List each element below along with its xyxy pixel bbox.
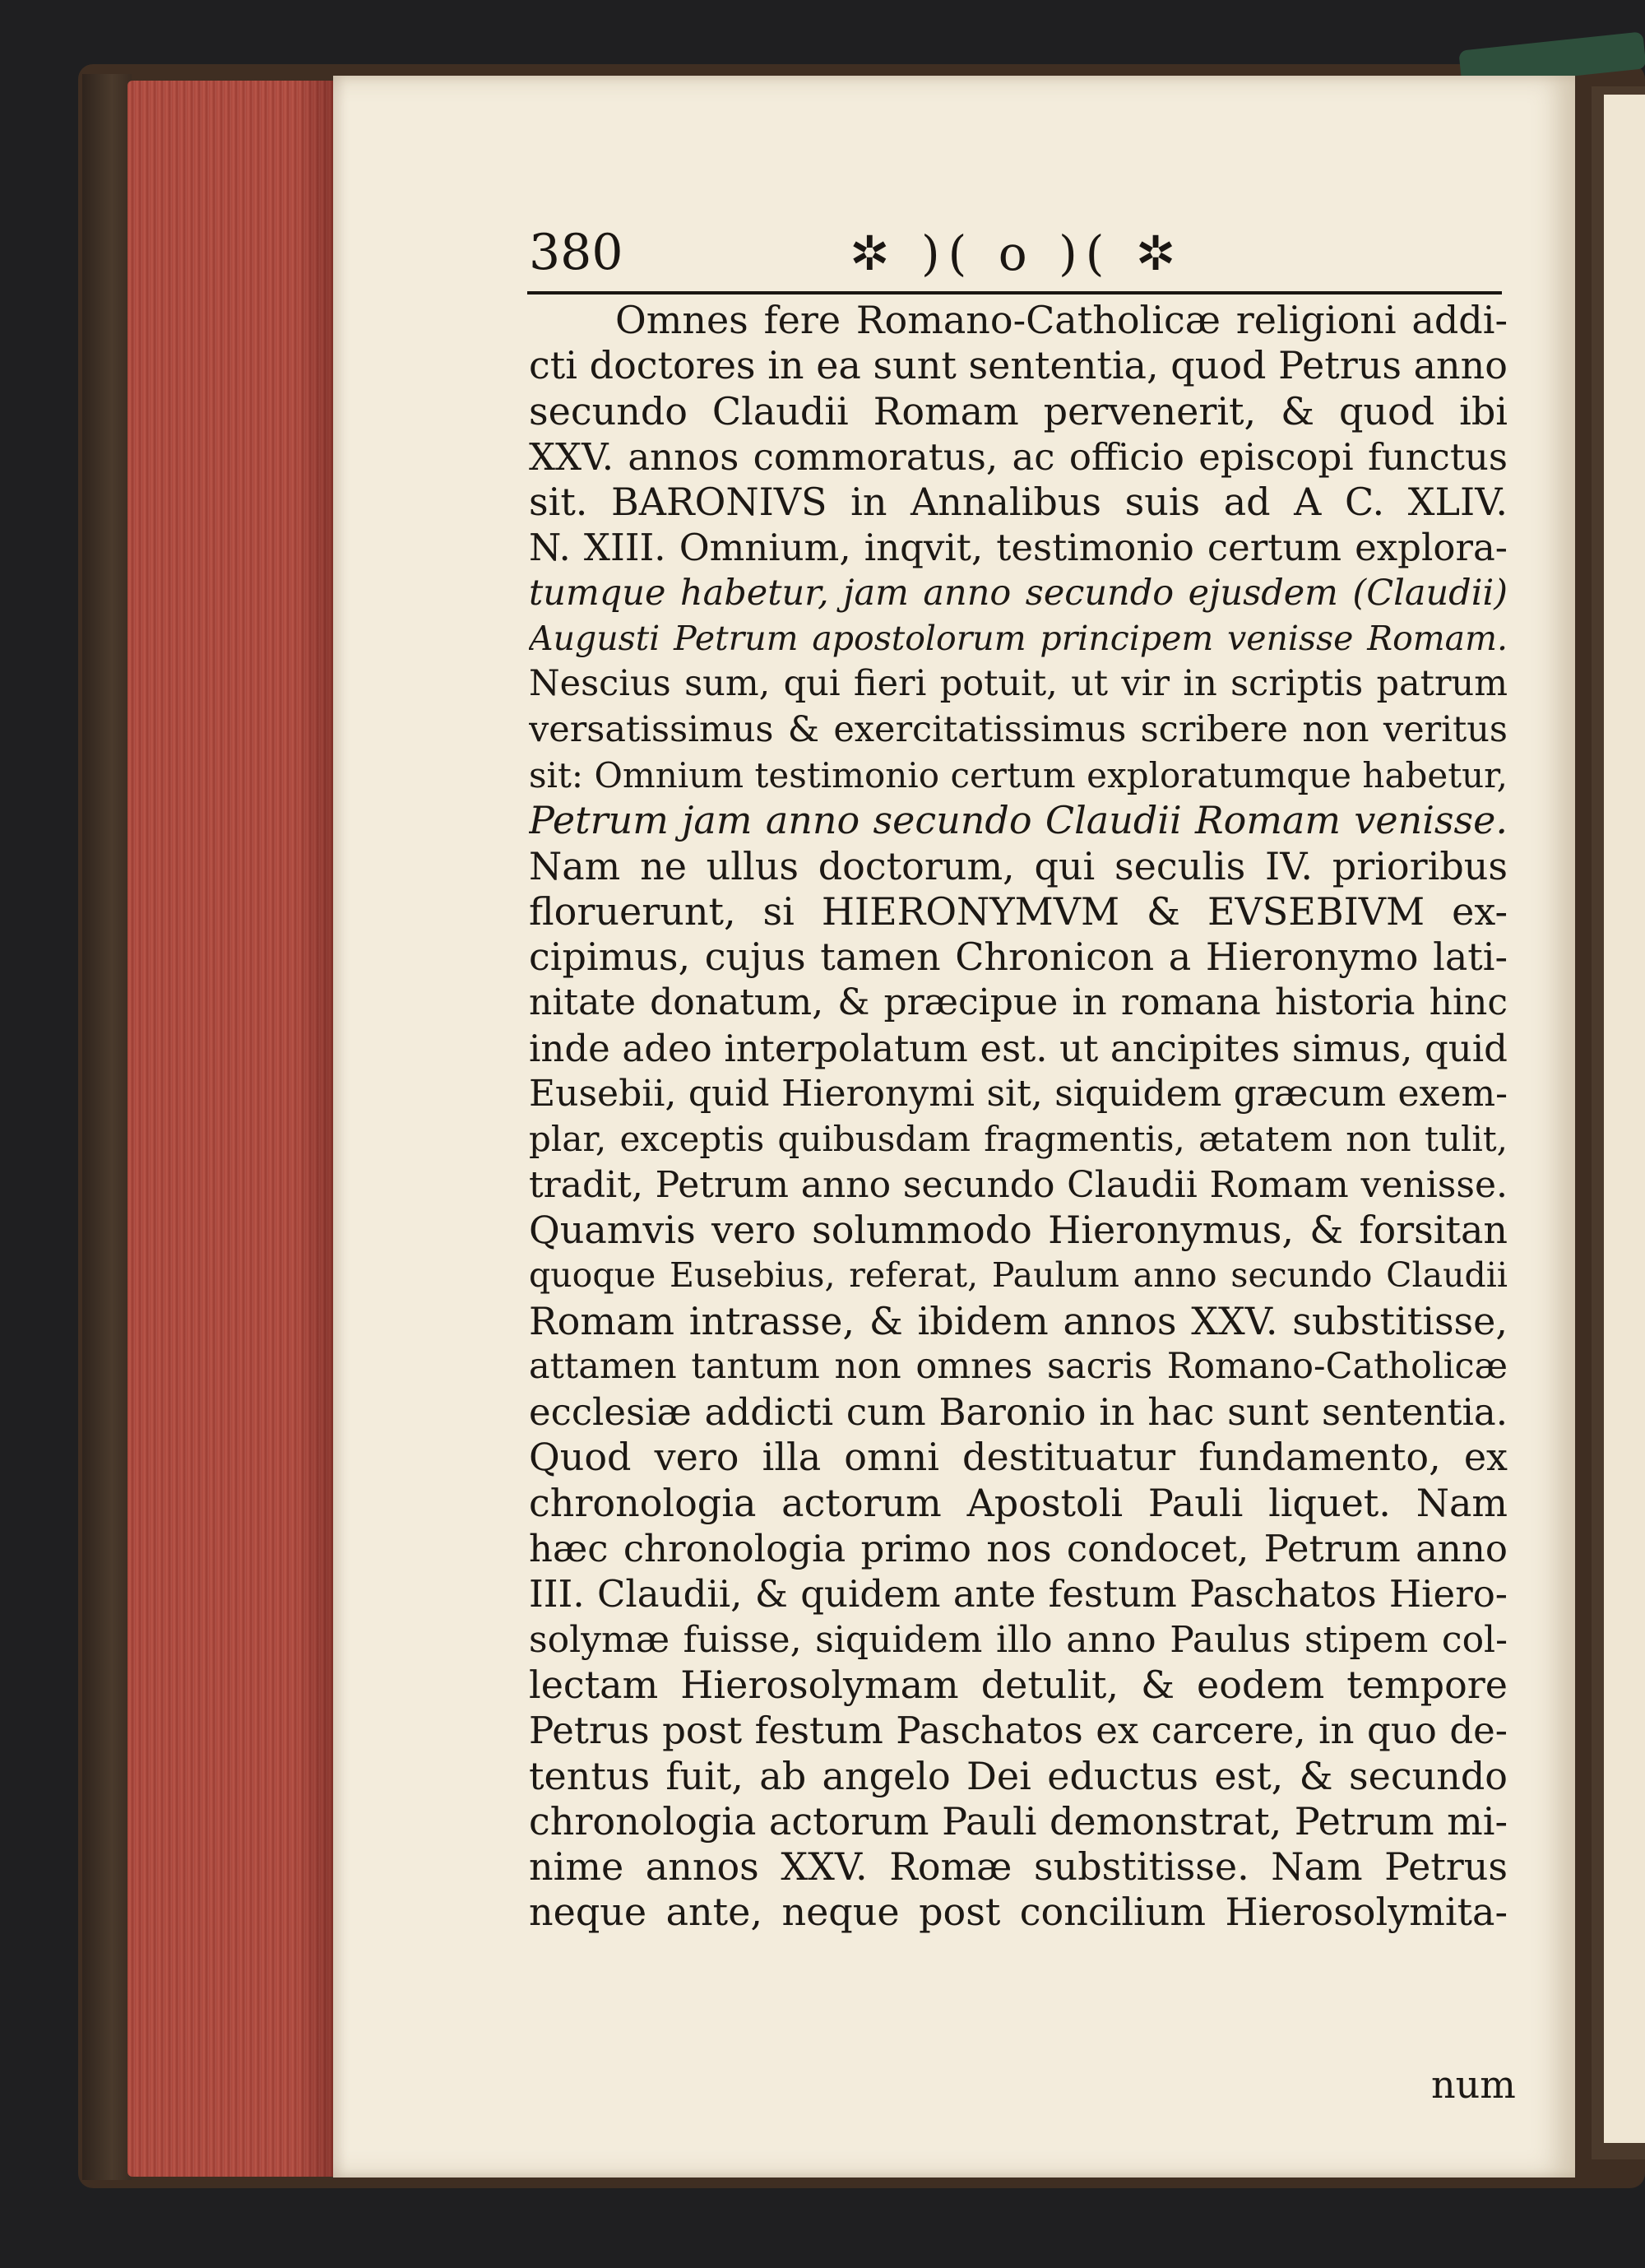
text-line: chronologia actorum Apostoli Pauli liquet. Nam bbox=[529, 1480, 1508, 1525]
text-line: N. XIII. Omnium, inqvit, testimonio certum explora- bbox=[529, 526, 1508, 570]
text-line: versatissimus & exercitatissimus scribere non veritus bbox=[529, 708, 1508, 750]
text-line: secundo Claudii Romam pervenerit, & quod ibi bbox=[529, 388, 1508, 434]
text-line: solymæ fuisse, siquidem illo anno Paulus stipem col- bbox=[529, 1618, 1508, 1661]
text-line: nime annos XXV. Romæ substitisse. Nam Petrus bbox=[529, 1844, 1508, 1890]
text-line: floruerunt, si HIERONYMVM & EVSEBIVM ex- bbox=[529, 888, 1508, 934]
text-line: tentus fuit, ab angelo Dei eductus est, & secundo bbox=[529, 1753, 1508, 1798]
text-line: cipimus, cujus tamen Chronicon a Hieronymo lati- bbox=[529, 935, 1508, 980]
text-line: lectam Hierosolymam detulit, & eodem tempore bbox=[529, 1662, 1508, 1707]
page-number: 380 bbox=[529, 224, 623, 281]
body-text bbox=[529, 298, 1508, 1936]
catchword: num bbox=[1431, 2062, 1516, 2107]
text-line: tumque habetur, jam anno secundo ejusdem (Claudii) bbox=[529, 572, 1508, 614]
text-line: sit. BARONIVS in Annalibus suis ad A C. XLIV. bbox=[529, 480, 1508, 525]
text-line: cti doctores in ea sunt sententia, quod Petrus anno bbox=[529, 343, 1508, 388]
text-line: sit: Omnium testimonio certum exploratumque habetur, bbox=[529, 754, 1508, 795]
text-line: tradit, Petrum anno secundo Claudii Romam venisse. bbox=[529, 1163, 1508, 1206]
text-line: quoque Eusebius, referat, Paulum anno secundo Claudii bbox=[529, 1255, 1508, 1296]
text-line: Omnes fere Romano-Catholicæ religioni addi- bbox=[615, 298, 1508, 342]
facing-page-edge bbox=[1604, 95, 1645, 2143]
text-line: Nam ne ullus doctorum, qui seculis IV. prioribus bbox=[529, 843, 1508, 888]
page-edge-shadow bbox=[296, 81, 337, 2177]
text-line: III. Claudii, & quidem ante festum Paschatos Hiero- bbox=[529, 1572, 1508, 1616]
header-ornament: ✲ )( o )( ✲ bbox=[850, 225, 1184, 281]
text-line: Quod vero illa omni destituatur fundamento, ex bbox=[529, 1435, 1508, 1480]
text-line: Petrus post festum Paschatos ex carcere, in quo de- bbox=[529, 1709, 1508, 1753]
text-line: Petrum jam anno secundo Claudii Romam venisse. bbox=[529, 798, 1508, 843]
text-line: ecclesiæ addicti cum Baronio in hac sunt sententia. bbox=[529, 1390, 1508, 1435]
text-line: Nescius sum, qui fieri potuit, ut vir in scriptis patrum bbox=[529, 663, 1508, 705]
header-rule bbox=[527, 291, 1502, 295]
text-line: Augusti Petrum apostolorum principem venisse Romam. bbox=[529, 619, 1508, 659]
book-page bbox=[333, 76, 1575, 2178]
text-line: inde adeo interpolatum est. ut ancipites simus, quid bbox=[529, 1026, 1508, 1070]
text-line: Eusebii, quid Hieronymi sit, siquidem græcum exem- bbox=[529, 1073, 1508, 1115]
text-line: XXV. annos commoratus, ac officio episcopi functus bbox=[529, 434, 1508, 479]
text-line: attamen tantum non omnes sacris Romano-Catholicæ bbox=[529, 1345, 1508, 1387]
book-binding bbox=[82, 74, 132, 2180]
text-line: neque ante, neque post concilium Hierosolymita- bbox=[529, 1890, 1508, 1935]
text-line: plar, exceptis quibusdam fragmentis, ætatem non tulit, bbox=[529, 1119, 1508, 1160]
text-line: Romam intrasse, & ibidem annos XXV. substitisse, bbox=[529, 1298, 1508, 1343]
text-line: hæc chronologia primo nos condocet, Petrum anno bbox=[529, 1527, 1508, 1571]
text-line: Quamvis vero solummodo Hieronymus, & forsitan bbox=[529, 1207, 1508, 1252]
text-line: nitate donatum, & præcipue in romana historia hinc bbox=[529, 981, 1508, 1024]
text-line: chronologia actorum Pauli demonstrat, Petrum mi- bbox=[529, 1798, 1508, 1844]
